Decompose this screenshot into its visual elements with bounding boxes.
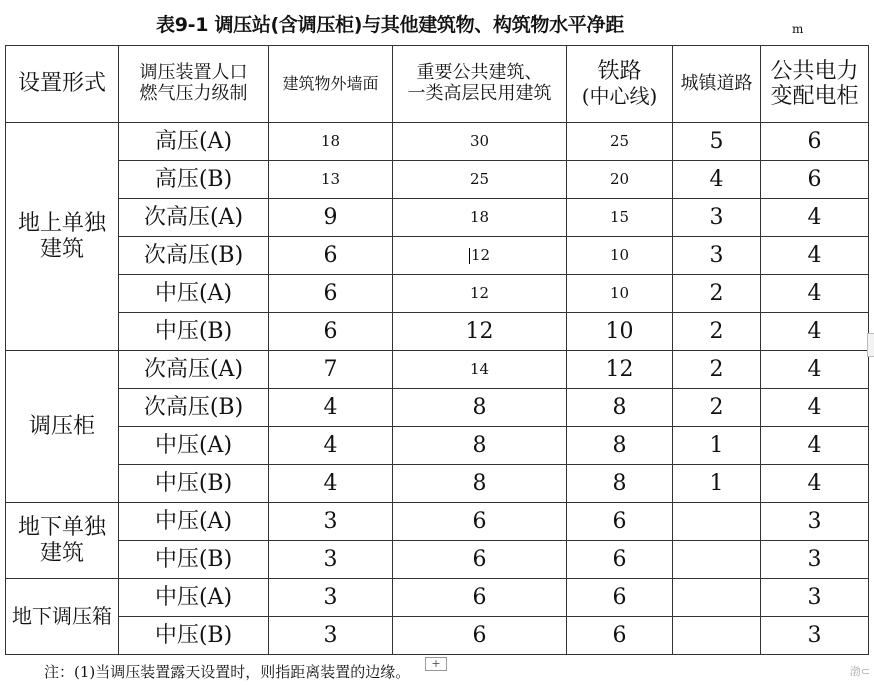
power-distance-cell: 3 bbox=[761, 503, 869, 541]
wall-distance-cell: 3 bbox=[269, 503, 393, 541]
road-distance-cell bbox=[673, 541, 761, 579]
group-label-line1: 调压柜 bbox=[28, 413, 95, 439]
wall-distance-cell: 6 bbox=[269, 275, 393, 313]
group-label-line2: 建筑 bbox=[39, 236, 84, 262]
power-distance-cell: 3 bbox=[761, 579, 869, 617]
group-label-line1: 地上单独 bbox=[17, 211, 106, 237]
power-distance-cell: 4 bbox=[761, 199, 869, 237]
group-label bbox=[6, 351, 119, 503]
header-railway-line2: (中心线) bbox=[581, 84, 658, 108]
pressure-level-cell: 中压(A) bbox=[119, 503, 269, 541]
header-form: 设置形式 bbox=[6, 46, 119, 123]
table-row bbox=[6, 123, 869, 161]
group-label-line2: 建筑 bbox=[39, 540, 84, 566]
power-distance-cell: 3 bbox=[761, 541, 869, 579]
power-distance-cell: 4 bbox=[761, 465, 869, 503]
public-distance-cell: 6 bbox=[393, 541, 567, 579]
table-row bbox=[6, 199, 869, 237]
wall-distance-cell: 18 bbox=[269, 123, 393, 161]
header-pressure bbox=[119, 46, 269, 123]
corner-watermark: 渤⊂ bbox=[849, 665, 870, 678]
road-distance-cell: 5 bbox=[673, 123, 761, 161]
header-public-line1: 重要公共建筑、 bbox=[416, 62, 543, 84]
table-title: 表9-1 调压站(含调压柜)与其他建筑物、构筑物水平净距 bbox=[156, 14, 624, 36]
table-row bbox=[6, 161, 869, 199]
railway-distance-cell: 10 bbox=[567, 237, 673, 275]
public-distance-cell: 12 bbox=[393, 313, 567, 351]
wall-distance-cell: 4 bbox=[269, 427, 393, 465]
public-distance-cell: 8 bbox=[393, 465, 567, 503]
table-body bbox=[6, 123, 869, 655]
table-row bbox=[6, 465, 869, 503]
group-label bbox=[6, 579, 119, 655]
railway-distance-cell: 15 bbox=[567, 199, 673, 237]
pressure-level-cell: 中压(B) bbox=[119, 541, 269, 579]
table-row bbox=[6, 617, 869, 655]
power-distance-cell: 6 bbox=[761, 123, 869, 161]
table-row bbox=[6, 427, 869, 465]
wall-distance-cell: 9 bbox=[269, 199, 393, 237]
group-label bbox=[6, 123, 119, 351]
road-distance-cell: 2 bbox=[673, 389, 761, 427]
power-distance-cell: 6 bbox=[761, 161, 869, 199]
header-pressure-line1: 调压装置人口 bbox=[139, 62, 248, 84]
road-distance-cell: 2 bbox=[673, 313, 761, 351]
pressure-level-cell: 次高压(A) bbox=[119, 199, 269, 237]
power-distance-cell: 4 bbox=[761, 313, 869, 351]
public-distance-value: 12 bbox=[470, 245, 491, 264]
railway-distance-cell: 8 bbox=[567, 389, 673, 427]
power-distance-cell: 4 bbox=[761, 351, 869, 389]
railway-distance-cell: 20 bbox=[567, 161, 673, 199]
public-distance-cell: 6 bbox=[393, 617, 567, 655]
side-scroll-tab[interactable] bbox=[867, 333, 874, 357]
road-distance-cell: 1 bbox=[673, 465, 761, 503]
road-distance-cell: 4 bbox=[673, 161, 761, 199]
pressure-level-cell: 次高压(A) bbox=[119, 351, 269, 389]
header-pressure-line2: 燃气压力级制 bbox=[139, 83, 248, 104]
title-row bbox=[0, 8, 874, 42]
railway-distance-cell: 6 bbox=[567, 503, 673, 541]
power-distance-cell: 4 bbox=[761, 427, 869, 465]
railway-distance-cell: 25 bbox=[567, 123, 673, 161]
table-row bbox=[6, 313, 869, 351]
table-row bbox=[6, 541, 869, 579]
table-row bbox=[6, 579, 869, 617]
road-distance-cell bbox=[673, 579, 761, 617]
road-distance-cell: 1 bbox=[673, 427, 761, 465]
power-distance-cell: 3 bbox=[761, 617, 869, 655]
pressure-level-cell: 中压(A) bbox=[119, 275, 269, 313]
header-row bbox=[6, 46, 869, 123]
group-label-line1: 地下单独 bbox=[17, 515, 106, 541]
railway-distance-cell: 6 bbox=[567, 617, 673, 655]
group-label-line1: 地下调压箱 bbox=[12, 604, 112, 628]
public-distance-cell[interactable] bbox=[393, 237, 567, 275]
railway-distance-cell: 10 bbox=[567, 313, 673, 351]
pressure-level-cell: 高压(A) bbox=[119, 123, 269, 161]
public-distance-cell: 18 bbox=[393, 199, 567, 237]
wall-distance-cell: 7 bbox=[269, 351, 393, 389]
pressure-level-cell: 次高压(B) bbox=[119, 237, 269, 275]
railway-distance-cell: 12 bbox=[567, 351, 673, 389]
group-label bbox=[6, 503, 119, 579]
pressure-level-cell: 高压(B) bbox=[119, 161, 269, 199]
road-distance-cell: 3 bbox=[673, 237, 761, 275]
table-row bbox=[6, 351, 869, 389]
railway-distance-cell: 6 bbox=[567, 541, 673, 579]
wall-distance-cell: 4 bbox=[269, 389, 393, 427]
road-distance-cell bbox=[673, 617, 761, 655]
wall-distance-cell: 6 bbox=[269, 313, 393, 351]
road-distance-cell: 3 bbox=[673, 199, 761, 237]
header-power-line2: 变配电柜 bbox=[770, 84, 859, 109]
wall-distance-cell: 3 bbox=[269, 579, 393, 617]
table-row bbox=[6, 503, 869, 541]
header-power bbox=[761, 46, 869, 123]
header-building-wall: 建筑物外墙面 bbox=[269, 46, 393, 123]
public-distance-cell: 6 bbox=[393, 579, 567, 617]
public-distance-cell: 6 bbox=[393, 503, 567, 541]
public-distance-cell: 30 bbox=[393, 123, 567, 161]
road-distance-cell: 2 bbox=[673, 351, 761, 389]
power-distance-cell: 4 bbox=[761, 389, 869, 427]
table-row bbox=[6, 275, 869, 313]
unit-label: m bbox=[792, 22, 804, 36]
header-road: 城镇道路 bbox=[673, 46, 761, 123]
pressure-level-cell: 中压(B) bbox=[119, 313, 269, 351]
pressure-level-cell: 中压(A) bbox=[119, 579, 269, 617]
public-distance-cell: 8 bbox=[393, 427, 567, 465]
table-row bbox=[6, 237, 869, 275]
railway-distance-cell: 8 bbox=[567, 427, 673, 465]
railway-distance-cell: 10 bbox=[567, 275, 673, 313]
pressure-level-cell: 中压(B) bbox=[119, 617, 269, 655]
header-railway bbox=[567, 46, 673, 123]
road-distance-cell: 2 bbox=[673, 275, 761, 313]
text-cursor bbox=[469, 248, 470, 264]
table-header bbox=[6, 46, 869, 123]
power-distance-cell: 4 bbox=[761, 275, 869, 313]
wall-distance-cell: 4 bbox=[269, 465, 393, 503]
add-row-button[interactable]: + bbox=[425, 657, 447, 671]
power-distance-cell: 4 bbox=[761, 237, 869, 275]
pressure-level-cell: 中压(B) bbox=[119, 465, 269, 503]
table-row bbox=[6, 389, 869, 427]
public-distance-cell: 8 bbox=[393, 389, 567, 427]
public-distance-cell: 25 bbox=[393, 161, 567, 199]
pressure-level-cell: 次高压(B) bbox=[119, 389, 269, 427]
wall-distance-cell: 6 bbox=[269, 237, 393, 275]
table-note: 注：(1)当调压装置露天设置时，则指距离装置的边缘。 bbox=[44, 663, 411, 681]
railway-distance-cell: 8 bbox=[567, 465, 673, 503]
wall-distance-cell: 3 bbox=[269, 541, 393, 579]
railway-distance-cell: 6 bbox=[567, 579, 673, 617]
header-public-line2: 一类高层民用建筑 bbox=[407, 83, 552, 104]
road-distance-cell bbox=[673, 503, 761, 541]
wall-distance-cell: 3 bbox=[269, 617, 393, 655]
header-railway-line1: 铁路 bbox=[597, 58, 642, 84]
public-distance-cell: 14 bbox=[393, 351, 567, 389]
header-public-building bbox=[393, 46, 567, 123]
header-power-line1: 公共电力 bbox=[770, 58, 859, 84]
clearance-table bbox=[5, 45, 869, 655]
public-distance-cell: 12 bbox=[393, 275, 567, 313]
wall-distance-cell: 13 bbox=[269, 161, 393, 199]
pressure-level-cell: 中压(A) bbox=[119, 427, 269, 465]
